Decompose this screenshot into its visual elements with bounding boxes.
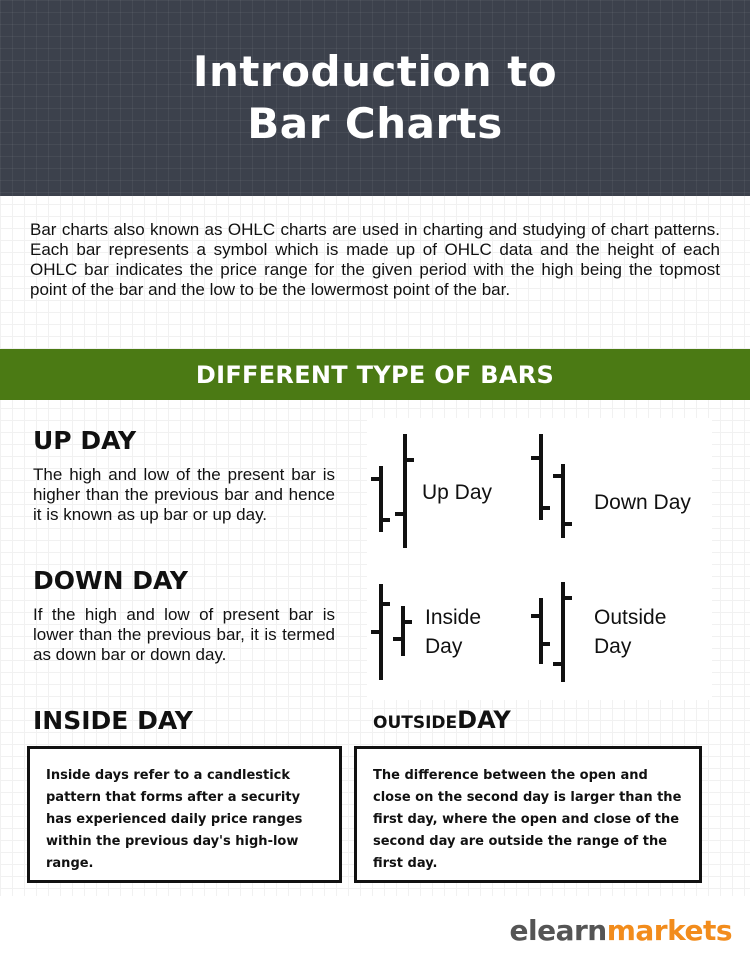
down-day-heading: DOWN DAY bbox=[33, 566, 189, 595]
up-day-heading: UP DAY bbox=[33, 426, 137, 455]
title-banner bbox=[0, 0, 750, 196]
diagram-label-inside-line-1: Inside bbox=[425, 606, 482, 629]
logo-part-markets: markets bbox=[606, 914, 732, 947]
diagram-label-up-day: Up Day bbox=[422, 481, 493, 504]
page-title-line-2: Bar Charts bbox=[247, 99, 503, 148]
page-title-line-1: Introduction to bbox=[192, 47, 558, 96]
down-day-bars bbox=[533, 436, 570, 536]
inside-day-box bbox=[27, 746, 342, 883]
section-band-title: DIFFERENT TYPE OF BARS bbox=[195, 360, 555, 389]
diagram-label-inside-line-2: Day bbox=[425, 635, 463, 658]
inside-day-bars bbox=[373, 586, 410, 678]
diagram-label-outside-line-2: Day bbox=[594, 635, 632, 658]
inside-day-text: Inside days refer to a candlestick pattern that forms after a security has experienced daily price ranges within the previous day's high-low range. bbox=[46, 768, 303, 871]
outside-day-heading-part2: DAY bbox=[457, 706, 511, 734]
section-band bbox=[0, 349, 750, 400]
ohlc-bars-illustration bbox=[367, 418, 712, 700]
outside-day-box bbox=[354, 746, 702, 883]
down-day-text: If the high and low of present bar is lower than the previous bar, it is termed as down bar or down day. bbox=[33, 605, 335, 664]
inside-day-heading: INSIDE DAY bbox=[33, 706, 193, 735]
bar-types-diagram bbox=[367, 418, 712, 700]
up-day-text: The high and low of the present bar is higher than the previous bar and hence it is known as up bar or up day. bbox=[33, 465, 335, 524]
outside-day-bars bbox=[533, 584, 570, 680]
up-day-bars bbox=[373, 436, 412, 546]
elearnmarkets-logo[interactable] bbox=[509, 914, 732, 947]
diagram-label-outside-line-1: Outside bbox=[594, 606, 667, 629]
outside-day-heading-part1: OUTSIDE bbox=[373, 713, 458, 733]
outside-day-text: The difference between the open and close on the second day is larger than the first day, where the open and close of the second day are outside the range of the first day. bbox=[373, 768, 682, 871]
diagram-label-down-day: Down Day bbox=[594, 491, 691, 514]
outside-day-heading bbox=[373, 706, 511, 734]
logo-part-elearn: elearn bbox=[509, 914, 607, 947]
intro-paragraph: Bar charts also known as OHLC charts are used in charting and studying of chart patterns. Each bar represents a symbol which is made up of OHLC data and the height of each OHLC bar indicates the price range for the given period with the high being the topmost point of the bar and the low to be the lowermost point of the bar. bbox=[30, 220, 720, 299]
